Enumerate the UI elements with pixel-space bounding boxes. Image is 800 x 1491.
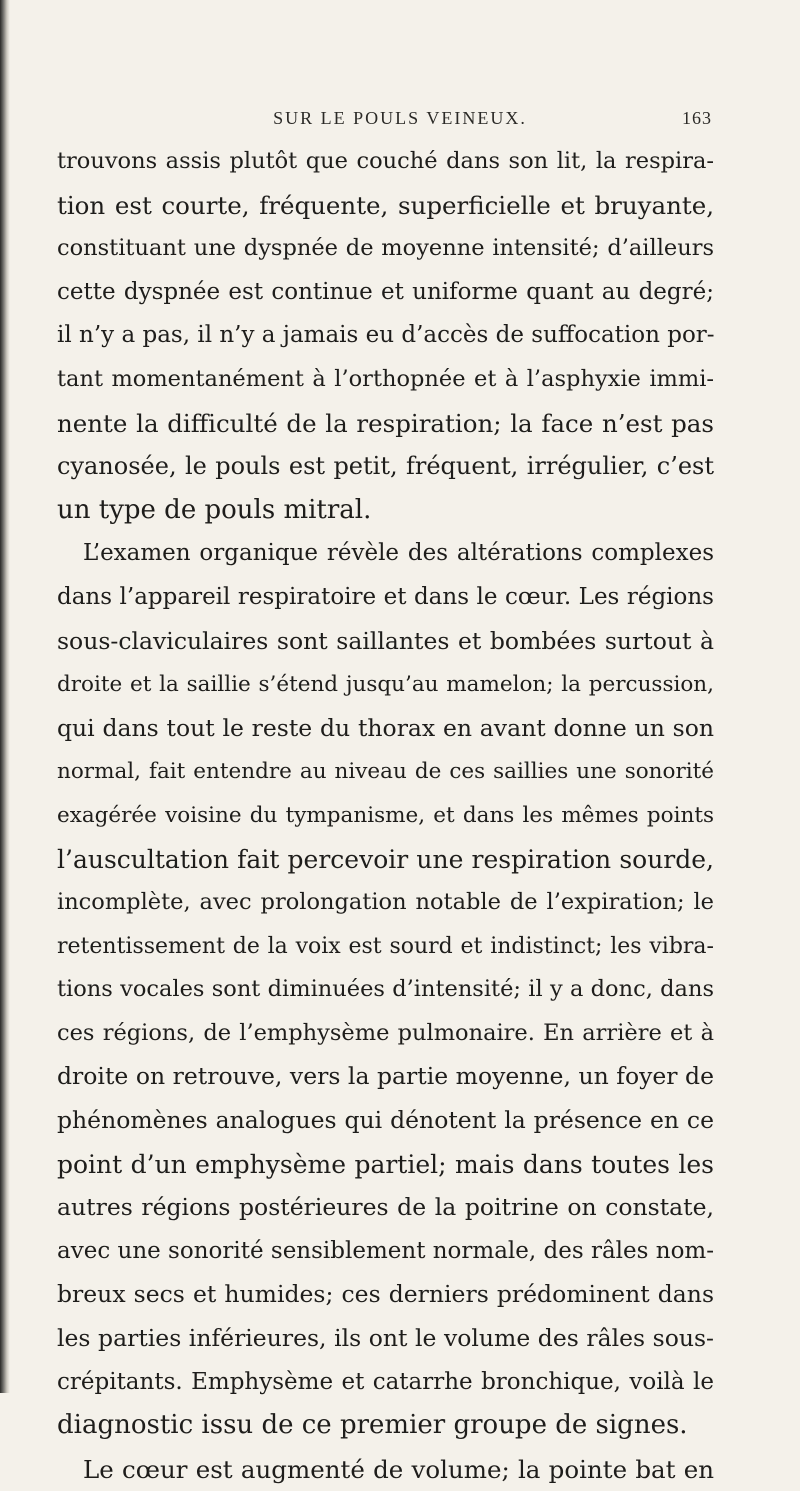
text-line: les parties inférieures, ils ont le volume des râles sous- bbox=[57, 1324, 714, 1353]
text-line: droite et la saillie s’étend jusqu’au mamelon; la percussion, bbox=[57, 672, 714, 698]
text-line: cyanosée, le pouls est petit, fréquent, irrégulier, c’est bbox=[57, 452, 714, 481]
text-line: constituant une dyspnée de moyenne intensité; d’ailleurs bbox=[57, 235, 714, 262]
text-line: avec une sonorité sensiblement normale, des râles nom- bbox=[57, 1237, 714, 1264]
text-line: tions vocales sont diminuées d’intensité; il y a donc, dans bbox=[57, 976, 714, 1003]
text-line: breux secs et humides; ces derniers prédominent dans bbox=[57, 1280, 714, 1309]
text-line: sous-claviculaires sont saillantes et bombées surtout à bbox=[57, 626, 714, 655]
page-header bbox=[0, 108, 800, 138]
text-line: dans l’appareil respiratoire et dans le cœur. Les régions bbox=[57, 583, 714, 610]
running-head: SUR LE POULS VEINEUX. bbox=[273, 108, 527, 128]
text-line: droite on retrouve, vers la partie moyenne, un foyer de bbox=[57, 1062, 714, 1091]
text-line: tant momentanément à l’orthopnée et à l’asphyxie immi- bbox=[57, 365, 714, 392]
text-line: un type de pouls mitral. bbox=[57, 494, 372, 525]
page-binding-edge bbox=[0, 0, 10, 1393]
text-line: nente la difficulté de la respiration; la face n’est pas bbox=[57, 408, 714, 438]
text-line: tion est courte, fréquente, superficielle et bruyante, bbox=[57, 190, 714, 220]
text-line: ces régions, de l’emphysème pulmonaire. En arrière et à bbox=[57, 1019, 714, 1046]
text-line: retentissement de la voix est sourd et indistinct; les vibra- bbox=[57, 933, 714, 959]
paragraph-start-line: Le cœur est augmenté de volume; la pointe bat en bbox=[83, 1454, 714, 1484]
text-line: qui dans tout le reste du thorax en avant donne un son bbox=[57, 713, 714, 742]
text-line: incomplète, avec prolongation notable de l’expiration; le bbox=[57, 889, 714, 916]
paragraph-start-line: L’examen organique révèle des altérations complexes bbox=[83, 540, 714, 567]
text-line: trouvons assis plutôt que couché dans son lit, la respira- bbox=[57, 148, 714, 174]
text-line: diagnostic issu de ce premier groupe de signes. bbox=[57, 1410, 688, 1441]
body-text bbox=[57, 140, 714, 1491]
text-line: il n’y a pas, il n’y a jamais eu d’accès de suffocation por- bbox=[57, 322, 715, 349]
page-number: 163 bbox=[682, 108, 712, 128]
text-line: normal, fait entendre au niveau de ces saillies une sonorité bbox=[57, 759, 714, 785]
text-line: cette dyspnée est continue et uniforme quant au degré; bbox=[57, 278, 714, 305]
text-line: exagérée voisine du tympanisme, et dans les mêmes points bbox=[57, 802, 714, 828]
text-line: phénomènes analogues qui dénotent la présence en ce bbox=[57, 1106, 714, 1135]
text-line: l’auscultation fait percevoir une respiration sourde, bbox=[57, 844, 714, 874]
text-line: crépitants. Emphysème et catarrhe bronchique, voilà le bbox=[57, 1368, 714, 1395]
text-line: autres régions postérieures de la poitrine on constate, bbox=[57, 1193, 714, 1222]
text-line: point d’un emphysème partiel; mais dans toutes les bbox=[57, 1149, 714, 1179]
